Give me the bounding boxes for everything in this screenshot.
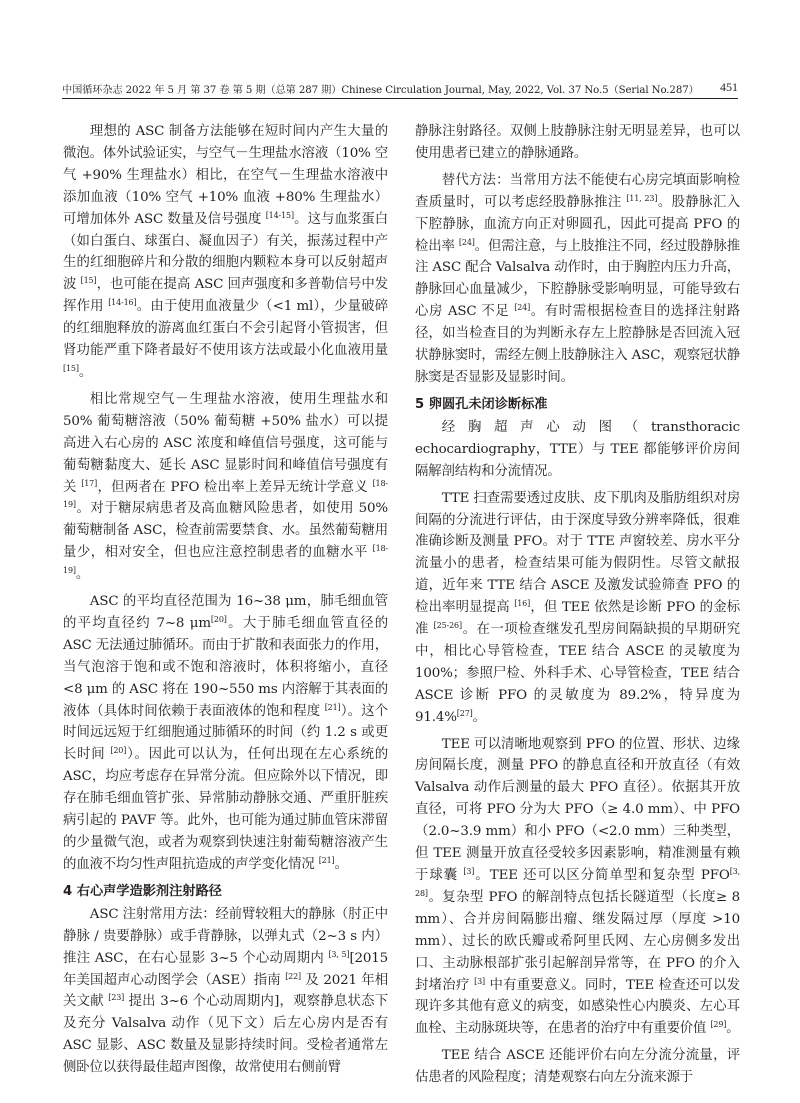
text-run: 提出 3~6 个心动周期内]，观察静息状态下及充分 Valsalva 动作（见下文）后左心房内是否有 ASC 显影、ASC 数量及显影持续时间。受检者通常左侧卧位以获得最佳超声图像，故常使用右侧前臂 [63, 994, 388, 1076]
text-run: 。复杂型 PFO 的解剖特点包括长隧道型（长度≥ 8 mm）、合并房间隔膨出瘤、继发隔过厚（厚度 >10 mm）、过长的欧氏瓣或希阿里氏网、左心房侧多发出口、主动脉根部扩张引起解剖异常等，在 PFO 的介入封堵治疗 [415, 889, 740, 993]
citation-ref: [20] [110, 746, 127, 756]
text-run: TEE 结合 ASCE 还能评价右向左分流分流量，评估患者的风险程度；清楚观察右向左分流来源于 [415, 1048, 740, 1086]
citation-ref: [25-26] [433, 621, 462, 631]
running-header [62, 80, 738, 100]
text-run: 经胸超声心动图（transthoracic echocardiography，TTE）与 TEE 都能够评价房间隔解剖结构和分流情况。 [415, 419, 740, 479]
citation-ref: [21] [318, 855, 335, 865]
text-run: 。股静脉汇入下腔静脉，血流方向正对卵圆孔，因此可提高 PFO 的检出率 [415, 194, 740, 254]
text-run: 。 [472, 709, 486, 725]
text-run: ）。这个时间远远短于红细胞通过肺循环的时间（约 1.2 s 或更长时间 [63, 703, 388, 763]
text-run: ，但 TEE 依然是诊断 PFO 的金标准 [415, 600, 740, 638]
header-rule [62, 98, 738, 99]
paragraph [415, 488, 740, 729]
text-run: TTE 扫查需要透过皮肤、皮下肌肉及脂肪组织对房间隔的分流进行评估，由于深度导致分辨率降低，很难准确诊断及测量 PFO。对于 TTE 声窗较差、房水平分流量小的患者，检查结果可能为假阴性。尽管文献报道，近年来 TTE 结合 ASCE 及激发试验筛查 PFO 的检出率明显提高 [415, 490, 740, 616]
citation-ref: [17] [81, 478, 98, 488]
text-run: ASC 注射常用方法：经前臂较粗大的静脉（肘正中静脉 / 贵要静脉）或手背静脉，以弹丸式（2~3 s 内）推注 ASC，在右心显影 3~5 个心动周期内 [63, 906, 388, 966]
text-run: ）。因此可以认为，任何出现在左心系统的 ASC，均应考虑存在异常分流。但应除外以下情况，即存在肺毛细血管扩张、异常肺动静脉交通、严重肝脏疾病引起的 PAVF 等。此外，也可能为通过肺血管床滞留的少量微气泡，或者为观察到快速注射葡萄糖溶液产生的血液不均匀性声阻抗造成的声学变化情况 [63, 747, 388, 872]
paragraph [63, 904, 388, 1079]
text-run: 静脉注射路径。双侧上肢静脉注射无明显差异，也可以使用患者已建立的静脉通路。 [415, 124, 740, 161]
text-run: 。 [75, 567, 90, 583]
paragraph [415, 121, 740, 165]
text-run: 。 [726, 1021, 740, 1037]
paragraph [63, 121, 388, 384]
citation-ref: [15] [80, 276, 97, 286]
text-run: 。 [78, 364, 93, 380]
citation-ref: [3, 28] [415, 867, 740, 898]
citation-ref: [15] [63, 363, 79, 373]
paragraph [415, 417, 740, 483]
citation-ref: [18-19] [63, 544, 388, 576]
paragraph [63, 591, 388, 876]
citation-ref: [3] [463, 867, 475, 876]
text-run: 。 [334, 856, 348, 872]
citation-ref: [14-16] [108, 298, 137, 308]
text-run: [2015 年美国超声心动图学会（ASE）指南 [63, 950, 389, 988]
text-run: 。TEE 还可以区分简单型和复杂型 PFO [474, 868, 730, 883]
section-heading: 4 右心声学造影剂注射路径 [63, 883, 222, 899]
text-run: 。但需注意，与上肢推注不同，经过股静脉推注 ASC 配合 Valsalva 动作时，由于胸腔内压力升高，静脉回心血量减少，下腔静脉受影响明显，可能导致右心房 ASC 不足 [415, 238, 740, 320]
citation-ref: [3] [474, 976, 485, 986]
citation-ref: [20] [210, 614, 227, 624]
text-run: 。在一项检查继发孔型房间隔缺损的早期研究中，相比心导管检查，TEE 结合 ASCE 的灵敏度为 100%；参照尸检、外科手术、心导管检查，TEE 结合 ASCE 诊断 PFO 的灵敏度为 89.2%，特异度为 91.4% [415, 622, 740, 725]
citation-ref: [24] [514, 303, 531, 313]
text-run: 。对于糖尿病患者及高血糖风险患者，如使用 50% 葡萄糖制备 ASC，检查前需要禁食、水。虽然葡萄糖用量少，相对安全，但也应注意控制患者的血糖水平 [63, 501, 388, 561]
text-run: 替代方法：当常用方法不能使右心房完填面影响检查质量时，可以考虑经股静脉推注 [415, 172, 740, 210]
text-run: 及 2021 年相关文献 [63, 972, 388, 1010]
paragraph [415, 1045, 740, 1089]
right-column [415, 121, 740, 1094]
text-run: 。大于肺毛细血管直径的 ASC 无法通过肺循环。而由于扩散和表面张力的作用，当气泡溶于饱和或不饱和溶液时，体积将缩小，直径 <8 μm 的 ASC 将在 190~550 ms 内溶解于其表面的液体（具体时间依赖于表面液体的饱和程度 [63, 615, 388, 719]
paragraph [415, 170, 740, 389]
text-run: ，也可能在提高 ASC 回声强度和多普勒信号中发挥作用 [63, 277, 388, 315]
text-run: 。有时需根据检查目的选择注射路径，如当检查目的为判断永存左上腔静脉是否回流入冠状静脉窦时，需经左侧上肢静脉注入 ASC，观察冠状静脉窦是否显影及显影时间。 [415, 304, 741, 385]
paragraph [415, 734, 740, 1041]
text-run: 相比常规空气－生理盐水溶液，使用生理盐水和 50% 葡萄糖溶液（50% 葡萄糖 +50% 盐水）可以提高进入右心房的 ASC 浓度和峰值信号强度，这可能与葡萄糖黏度大、延长 ASC 显影时间和峰值信号强度有关 [63, 391, 388, 495]
text-run: 。这与血浆蛋白（如白蛋白、球蛋白、凝血因子）有关，振荡过程中产生的红细胞碎片和分散的细胞内颗粒本身可以反射超声波 [63, 211, 388, 293]
text-run: 中有重要意义。同时，TEE 检查还可以发现许多其他有意义的病变，如感染性心内膜炎、左心耳血栓、主动脉斑块等，在患者的治疗中有重要价值 [415, 977, 740, 1037]
citation-ref: [21] [324, 702, 341, 712]
journal-citation: 中国循环杂志 2022 年 5 月 第 37 卷 第 5 期（总第 287 期）Chinese Circulation Journal, May, 2022, Vol. 37 No.5（Serial No.287） [62, 85, 699, 96]
citation-ref: [3, 5] [328, 949, 350, 959]
text-run: TEE 可以清晰地观察到 PFO 的位置、形状、边缘房间隔长度，测量 PFO 的静息直径和开放直径（有效 Valsalva 动作后测量的最大 PFO 直径）。依据其开放直径，可将 PFO 分为大 PFO（≥ 4.0 mm）、中 PFO（2.0~3.9 mm）和小 PFO（<2.0 mm）三种类型，但 TEE 测量开放直径受较多因素影响，精准测量有赖于球囊 [415, 736, 740, 883]
citation-ref: [14-15] [265, 210, 294, 220]
left-column [63, 121, 388, 1084]
citation-ref: [27] [456, 708, 473, 718]
text-run: ASC 的平均直径范围为 16~38 μm，肺毛细血管的平均直径约 7~8 μm [63, 594, 388, 631]
text-run: ，但两者在 PFO 检出率上差异无统计学意义 [97, 479, 373, 495]
citation-ref: [16] [514, 599, 531, 609]
citation-ref: [24] [458, 237, 475, 247]
text-run: 理想的 ASC 制备方法能够在短时间内产生大量的微泡。体外试验证实，与空气－生理盐水溶液（10% 空气 +90% 生理盐水）相比，在空气－生理盐水溶液中添加血液（10% 空气 +10% 血液 +80% 生理盐水）可增加体外 ASC 数量及信号强度 [63, 124, 388, 227]
citation-ref: [11, 23] [626, 193, 658, 203]
paragraph [63, 389, 388, 586]
citation-ref: [23] [108, 993, 125, 1003]
citation-ref: [22] [285, 971, 302, 981]
citation-ref: [18-19] [63, 478, 388, 510]
text-run: 。由于使用血液量少（<1 ml），少量破碎的红细胞释放的游离血红蛋白不会引起肾小管损害，但肾功能严重下降者最好不使用该方法或最小化血液用量 [63, 299, 388, 359]
citation-ref: [29] [710, 1020, 727, 1030]
page-number: 451 [720, 80, 738, 94]
section-heading: 5 卵圆孔未闭诊断标准 [415, 396, 548, 412]
